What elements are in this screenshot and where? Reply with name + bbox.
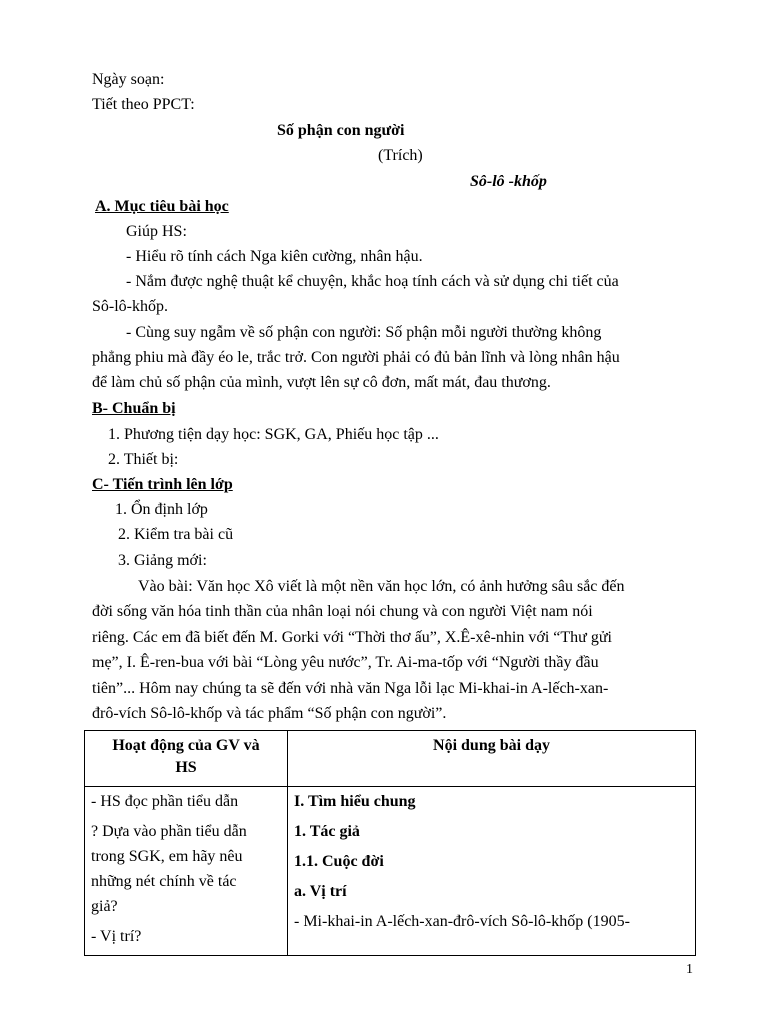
activity-line: ? Dựa vào phần tiểu dẫn (91, 823, 247, 840)
lesson-table (84, 730, 696, 956)
activity-line: - HS đọc phần tiểu dẫn (91, 793, 239, 810)
procedure-item: 1. Ổn định lớp (115, 501, 208, 518)
preparation-item: 1. Phương tiện dạy học: SGK, GA, Phiếu học tập ... (108, 426, 439, 443)
procedure-item: 2. Kiểm tra bài cũ (118, 526, 234, 543)
table-row (85, 787, 696, 956)
procedure-item: 3. Giảng mới: (118, 552, 207, 569)
activity-header-line: Hoạt động của GV và (112, 737, 260, 754)
activity-column-header (85, 731, 288, 787)
content-heading: a. Vị trí (294, 883, 347, 900)
activity-line: - Vị trí? (91, 928, 142, 945)
activity-cell (85, 787, 288, 956)
objective-line: phẳng phiu mà đầy éo le, trắc trở. Con người phải có đủ bản lĩnh và lòng nhân hậu (92, 349, 620, 366)
content-cell (288, 787, 696, 956)
objective-line: Sô-lô-khốp. (92, 298, 168, 315)
lesson-subtitle: (Trích) (378, 147, 423, 164)
intro-paragraph-line: đrô-vích Sô-lô-khốp và tác phẩm “Số phận con người”. (92, 705, 447, 722)
content-line: - Mi-khai-in A-lếch-xan-đrô-vích Sô-lô-khốp (1905- (294, 913, 630, 930)
intro-paragraph-line: đời sống văn hóa tinh thần của nhân loại nói chung và con người Việt nam nói (92, 603, 593, 620)
table-header-row (85, 731, 696, 787)
section-a-intro: Giúp HS: (126, 223, 187, 240)
content-heading: 1.1. Cuộc đời (294, 853, 384, 870)
content-header-line: Nội dung bài dạy (433, 737, 550, 754)
lesson-title: Số phận con người (277, 122, 405, 139)
content-heading: I. Tìm hiểu chung (294, 793, 416, 810)
intro-paragraph-line: mẹ”, I. Ê-ren-bua với bài “Lòng yêu nước”, Tr. Ai-ma-tốp với “Người thầy đầu (92, 654, 599, 671)
date-prepared-label: Ngày soạn: (92, 71, 165, 88)
objective-line: để làm chủ số phận của mình, vượt lên sự cô đơn, mất mát, đau thương. (92, 374, 551, 391)
author-name: Sô-lô -khốp (470, 173, 547, 190)
activity-line: trong SGK, em hãy nêu (91, 848, 243, 865)
section-c-heading: C- Tiến trình lên lớp (92, 476, 233, 493)
objective-line: - Hiểu rõ tính cách Nga kiên cường, nhân hậu. (126, 248, 423, 265)
activity-line: giả? (91, 898, 118, 915)
activity-line: những nét chính về tác (91, 873, 237, 890)
preparation-item: 2. Thiết bị: (108, 451, 179, 468)
objective-line: - Cùng suy ngẫm về số phận con người: Số phận mỗi người thường không (126, 324, 602, 341)
lesson-period-label: Tiết theo PPCT: (92, 96, 195, 113)
content-column-header (288, 731, 696, 787)
section-b-heading: B- Chuẩn bị (92, 400, 176, 417)
page-number: 1 (686, 962, 693, 977)
section-a-heading: A. Mục tiêu bài học (95, 198, 229, 215)
intro-paragraph-line: Vào bài: Văn học Xô viết là một nền văn học lớn, có ảnh hưởng sâu sắc đến (138, 578, 625, 595)
intro-paragraph-line: tiên”... Hôm nay chúng ta sẽ đến với nhà văn Nga lỗi lạc Mi-khai-in A-lếch-xan- (92, 680, 609, 697)
activity-header-line: HS (175, 759, 197, 776)
objective-line: - Nắm được nghệ thuật kể chuyện, khắc hoạ tính cách và sử dụng chi tiết của (126, 273, 619, 290)
intro-paragraph-line: riêng. Các em đã biết đến M. Gorki với “Thời thơ ấu”, X.Ê-xê-nhin với “Thư gửi (92, 629, 612, 646)
content-heading: 1. Tác giả (294, 823, 360, 840)
